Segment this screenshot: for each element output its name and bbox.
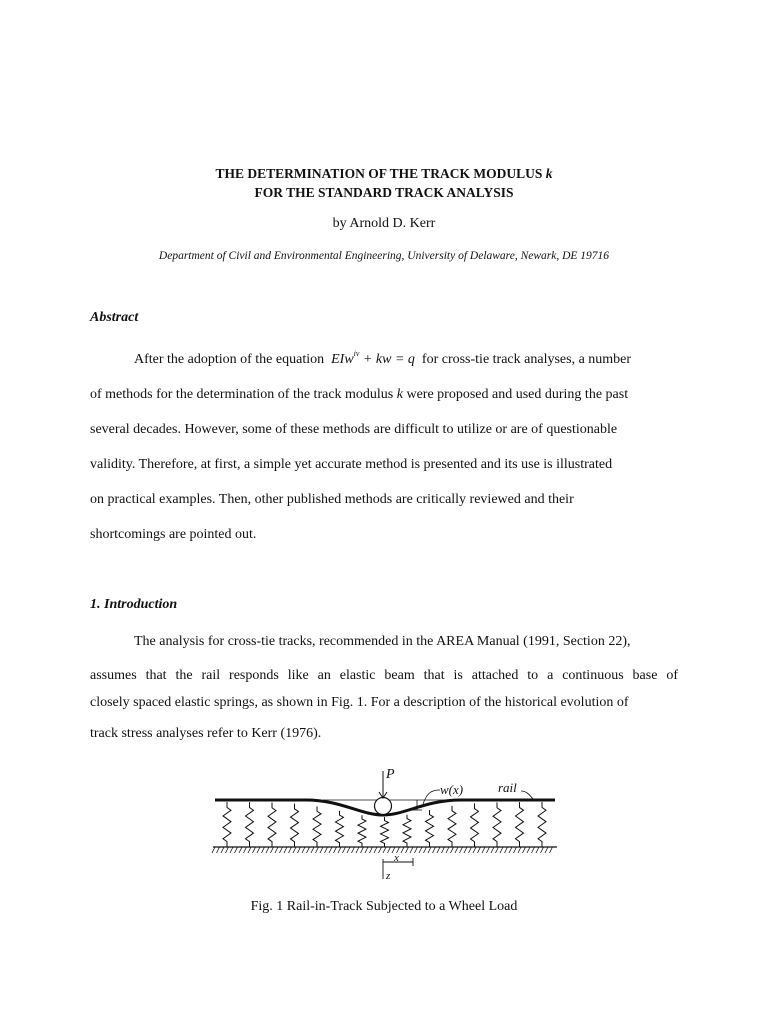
label-z: z [386, 870, 391, 882]
abstract-line-1: After the adoption of the equation EIw$^{iv}$ + kw = q for cross-tie track analyses, a number [134, 349, 632, 367]
intro-line-3: closely spaced elastic springs, as shown in Fig. 1. For a description of the historical evolution of [90, 695, 629, 710]
hatch-mark [262, 847, 265, 853]
hatch-mark [532, 847, 535, 853]
hatch-mark [356, 847, 359, 853]
affiliation: Department of Civil and Environmental Engineering, University of Delaware, Newark, DE 19716 [158, 250, 610, 262]
hatch-mark [316, 847, 319, 853]
figure-caption: Fig. 1 Rail-in-Track Subjected to a Wheel Load [250, 899, 518, 914]
abstract-line-5: on practical examples. Then, other published methods are critically reviewed and their [90, 492, 574, 507]
hatch-mark [280, 847, 283, 853]
hatch-mark [244, 847, 247, 853]
hatch-mark [478, 847, 481, 853]
hatch-mark [253, 847, 256, 853]
spring [223, 802, 231, 847]
abstract-heading: Abstract [90, 310, 139, 325]
hatch-mark [361, 847, 364, 853]
hatch-mark [433, 847, 436, 853]
label-rail: rail [498, 780, 517, 795]
label-wx: w(x) [440, 782, 464, 797]
hatch-mark [338, 847, 341, 853]
hatch-mark [419, 847, 422, 853]
hatch-mark [325, 847, 328, 853]
track-equation: EIw$^{iv}$ + kw = q [331, 349, 415, 367]
hatch-mark [271, 847, 274, 853]
hatch-mark [518, 847, 521, 853]
hatch-mark [275, 847, 278, 853]
hatch-mark [442, 847, 445, 853]
ground-hatching [212, 847, 553, 853]
hatch-mark [320, 847, 323, 853]
spring [381, 817, 389, 847]
hatch-mark [347, 847, 350, 853]
hatch-mark [491, 847, 494, 853]
hatch-mark [266, 847, 269, 853]
introduction-heading: 1. Introduction [90, 597, 178, 612]
hatch-mark [235, 847, 238, 853]
hatch-mark [302, 847, 305, 853]
hatch-mark [284, 847, 287, 853]
hatch-mark [383, 847, 386, 853]
spring [403, 815, 411, 847]
spring [291, 804, 299, 847]
label-x: x [394, 852, 399, 864]
hatch-mark [226, 847, 229, 853]
hatch-mark [239, 847, 242, 853]
hatch-mark [212, 847, 215, 853]
spring [358, 815, 366, 847]
hatch-mark [437, 847, 440, 853]
hatch-mark [469, 847, 472, 853]
hatch-mark [424, 847, 427, 853]
hatch-mark [410, 847, 413, 853]
spring [268, 802, 276, 847]
hatch-mark [505, 847, 508, 853]
hatch-mark [514, 847, 517, 853]
hatch-mark [334, 847, 337, 853]
hatch-mark [307, 847, 310, 853]
hatch-mark [473, 847, 476, 853]
hatch-mark [293, 847, 296, 853]
spring [493, 802, 501, 847]
hatch-mark [311, 847, 314, 853]
hatch-mark [509, 847, 512, 853]
hatch-mark [482, 847, 485, 853]
spring [471, 803, 479, 847]
hatch-mark [298, 847, 301, 853]
rail-leader-line [521, 791, 533, 799]
hatch-mark [248, 847, 251, 853]
abstract-line-6: shortcomings are pointed out. [90, 527, 257, 542]
label-P: P [386, 767, 395, 782]
hatch-mark [352, 847, 355, 853]
hatch-mark [550, 847, 553, 853]
hatch-mark [217, 847, 220, 853]
hatch-mark [379, 847, 382, 853]
paper-title [0, 164, 768, 202]
hatch-mark [527, 847, 530, 853]
hatch-mark [370, 847, 373, 853]
spring [426, 810, 434, 847]
rail-in-track-figure [211, 763, 559, 885]
hatch-mark [451, 847, 454, 853]
hatch-mark [257, 847, 260, 853]
abstract-line-3: several decades. However, some of these methods are difficult to utilize or are of questionable [90, 422, 618, 437]
hatch-mark [545, 847, 548, 853]
hatch-mark [455, 847, 458, 853]
hatch-mark [496, 847, 499, 853]
hatch-mark [388, 847, 391, 853]
hatch-mark [446, 847, 449, 853]
hatch-mark [329, 847, 332, 853]
hatch-mark [487, 847, 490, 853]
intro-line-4: track stress analyses refer to Kerr (1976). [90, 726, 322, 741]
hatch-mark [343, 847, 346, 853]
title-line-1: THE DETERMINATION OF THE TRACK MODULUS k [215, 166, 553, 181]
intro-line-1: The analysis for cross-tie tracks, recommended in the AREA Manual (1991, Section 22), [134, 634, 631, 649]
hatch-mark [460, 847, 463, 853]
hatch-mark [221, 847, 224, 853]
hatch-mark [406, 847, 409, 853]
spring [246, 802, 254, 847]
abstract-line-4: validity. Therefore, at first, a simple yet accurate method is presented and its use is illustrated [90, 457, 613, 472]
hatch-mark [523, 847, 526, 853]
spring [538, 802, 546, 847]
spring [336, 811, 344, 847]
abstract-line-2: of methods for the determination of the track modulus k were proposed and used during the past [90, 387, 629, 402]
hatch-mark [536, 847, 539, 853]
hatch-mark [289, 847, 292, 853]
wheel-icon [375, 798, 392, 815]
hatch-mark [541, 847, 544, 853]
hatch-mark [500, 847, 503, 853]
hatch-mark [401, 847, 404, 853]
hatch-mark [428, 847, 431, 853]
hatch-mark [230, 847, 233, 853]
title-symbol-k: k [545, 166, 553, 181]
hatch-mark [415, 847, 418, 853]
author-line: by Arnold D. Kerr [332, 216, 436, 231]
spring [313, 806, 321, 847]
intro-line-2: assumes that the rail responds like an elastic beam that is attached to a continuous base of [90, 668, 678, 683]
spring [448, 806, 456, 847]
hatch-mark [365, 847, 368, 853]
hatch-mark [464, 847, 467, 853]
hatch-mark [374, 847, 377, 853]
spring [516, 802, 524, 847]
title-line-2: FOR THE STANDARD TRACK ANALYSIS [254, 185, 514, 200]
